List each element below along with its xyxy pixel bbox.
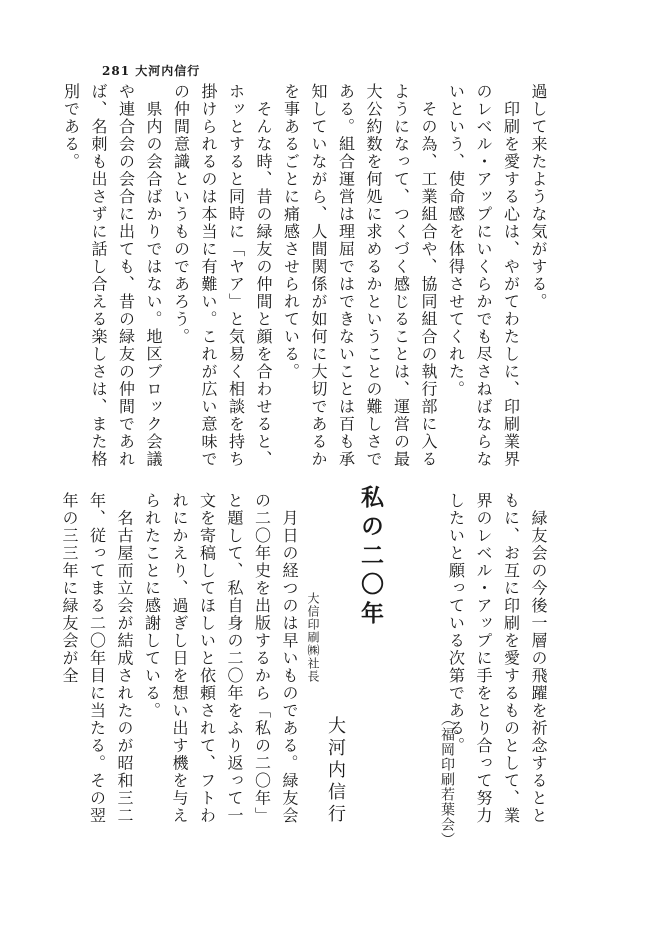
previous-author-credit: （福岡印刷若葉会） [439,712,455,847]
page-header: 281 大河内信行 [102,64,201,78]
article-title: 私の二〇年 [357,485,384,630]
new-essay-body [60,492,303,837]
author-affiliation: 大信印刷㈱社長 [306,592,320,683]
paragraph: その為、工業組合や、協同組合の執行部に入るようになって、つくづく感じることは、運営の最大公約数を何処に求めるかということの難しさである。組合運営は理屈ではできないことは百も承知していながら、人間関係が如何に大切であるかを事あるごとに痛感させられている。 [281,83,438,468]
essay-continuation [57,83,552,468]
paragraph: 名古屋而立会が結成されたのが昭和三二年、従ってまる二〇年目に当たる。その翌年の三三年に緑友会が全 [60,492,134,825]
author-name: 大河内信行 [325,716,346,826]
paragraph: 月日の経つのは早いものである。緑友会の二〇年史を出版するから「私の二〇年」と題して、私自身の二〇年をふり返って一文を寄稿してほしいと依頼されて、フトわれにかえり、過ぎし日を想い出す機を与えられたことに感謝している。 [142,492,299,825]
paragraph: そんな時、昔の緑友の仲間と顔を合わせると、ホッとすると同時に「ヤア」と気易く相談を持ち掛けられるのは本当に有難い。これが広い意味での仲間意識というものであろう。 [171,83,273,468]
paragraph: 緑友会の今後一層の飛躍を祈念するとともに、お互に印刷を愛するものとして、業界のレベル・アップに手をとり合って努力したいと願っている次第である。 [446,492,548,825]
paragraph: 過して来たような気がする。 [529,83,548,311]
paragraph: 印刷を愛する心は、やがてわたしに、印刷業界のレベル・アップにいくらかでも尽さねばならないという、使命感を体得させてくれた。 [446,83,521,468]
paragraph: 県内の会合ばかりではない。地区ブロック会議や連合会の会合に出ても、昔の緑友の仲間であれば、名刺も出さずに話し合える楽しさは、また格別である。 [61,83,163,468]
